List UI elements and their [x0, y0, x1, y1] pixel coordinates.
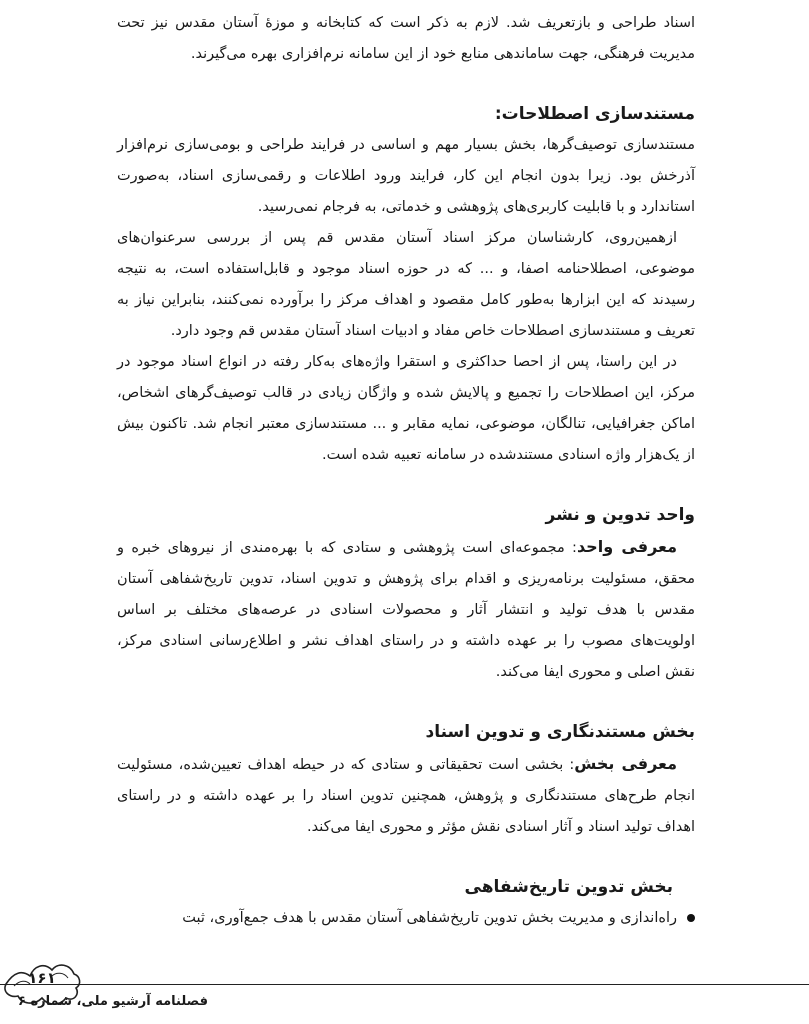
- oral-history-list: [117, 903, 695, 934]
- intro-paragraph: اسناد طراحی و بازتعریف شد. لازم به ذکر است که کتابخانه و موزهٔ آستان مقدس نیز تحت مدیریت فرهنگی، جهت ساماندهی منابع خود از این سامانه نرم‌افزاری بهره می‌گیرند.: [117, 15, 695, 62]
- documentation-lead: معرفی بخش: [574, 754, 677, 773]
- terminology-paragraph-3: در این راستا، پس از احصا حداکثری و استقرا واژه‌های به‌کار رفته در انواع اسناد موجود در مرکز، این اصطلاحات را تجمیع و پالایش شده و واژگان زیادی در قالب توصیف‌گرهای اشخاص، اماکن جغرافیایی، تنالگان، موضوعی، نمایه مقابر و ... مستندسازی معتبر انجام شد. تاکنون بیش از یک‌هزار واژه اسنادی مستندشده در سامانه تعبیه شده است.: [117, 354, 695, 463]
- terminology-paragraph-1: مستندسازی توصیف‌گرها، بخش بسیار مهم و اساسی در فرایند طراحی و بومی‌سازی نرم‌افزار آذرخش بود. زیرا بدون انجام این کار، فرایند ورود اطلاعات و رقمی‌سازی اسناد، به‌صورت استاندارد و با قابلیت کاربری‌های پژوهشی و خدماتی، به فرجام نمی‌رسید.: [117, 137, 695, 215]
- journal-title: فصلنامه آرشیو ملی، شماره ۶: [18, 994, 208, 1009]
- editing-unit-lead: معرفی واحد: [576, 537, 677, 556]
- bullet-icon: [687, 914, 695, 922]
- main-text-column: [117, 8, 695, 934]
- editing-unit-paragraph: [117, 531, 695, 688]
- documentation-body: : بخشی است تحقیقاتی و ستادی که در حیطه اهداف تعیین‌شده، مسئولیت انجام طرح‌های مستندنگاری و پژوهش، همچنین تدوین اسناد را بر عهده داشته و در راستای اهداف تولید اسناد و آثار اسنادی نقش مؤثر و محوری ایفا می‌کند.: [117, 757, 695, 835]
- documentation-paragraph: [117, 748, 695, 843]
- oral-history-bullet-text: راه‌اندازی و مدیریت بخش تدوین تاریخ‌شفاهی آستان مقدس با هدف جمع‌آوری، ثبت: [182, 910, 677, 926]
- terminology-paragraph-2: ازهمین‌روی، کارشناسان مرکز اسناد آستان مقدس قم پس از بررسی سرعنوان‌های موضوعی، اصطلاحنامه اصفا، و ... که در حوزه اسناد موجود و قابل‌استفاده است، به نتیجه رسیدند که این ابزارها به‌طور کامل مقصود و اهداف مرکز را برآورده نمی‌کنند، بنابراین نیاز به تعریف و مستندسازی اصطلاحات خاص مفاد و ادبیات اسناد آستان مقدس قم وجود دارد.: [117, 230, 695, 339]
- list-item: [117, 903, 695, 934]
- footer-divider: [0, 984, 809, 985]
- editing-unit-body: : مجموعه‌ای است پژوهشی و ستادی که با بهره‌مندی از نیروهای خبره و محقق، مسئولیت برنامه‌ریزی و اقدام برای پژوهش و تدوین اسناد، تدوین تاریخ‌شفاهی آستان مقدس با هدف تولید و انتشار آثار و محصولات اسنادی در عرصه‌های مختلف بر اساس اولویت‌های مصوب را بر عهده داشته و در راستای اهداف نشر و اطلاع‌رسانی اسنادی مرکز، نقش اصلی و محوری ایفا می‌کند.: [117, 540, 695, 680]
- page-number: ۱۶۱: [28, 969, 56, 987]
- section-heading-editing-publishing: واحد تدوین و نشر: [545, 505, 695, 525]
- section-heading-documentation: بخش مستندنگاری و تدوین اسناد: [425, 722, 695, 742]
- section-heading-terminology: مستندسازی اصطلاحات:: [494, 104, 695, 124]
- section-heading-oral-history: بخش تدوین تاریخ‌شفاهی: [464, 877, 673, 897]
